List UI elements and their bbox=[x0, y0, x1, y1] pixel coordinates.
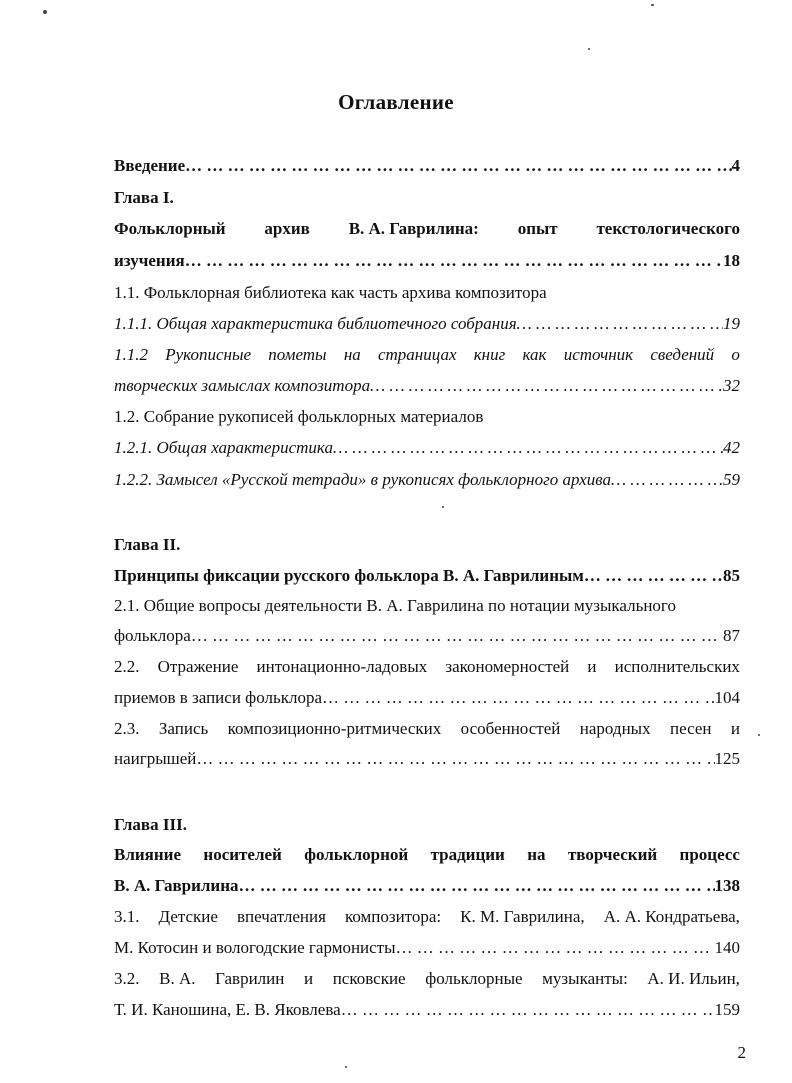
toc-entry-label: 1.1.1. Общая характеристика библиотечного собрания bbox=[114, 314, 517, 333]
toc-entry-1-1[interactable]: 1.1. Фольклорная библиотека как часть архива композитора bbox=[114, 283, 547, 302]
title-word: носителей bbox=[203, 845, 282, 864]
toc-entry-page: 138 bbox=[714, 876, 740, 895]
entry-word: сведений bbox=[650, 345, 715, 364]
toc-entry-3-1[interactable] bbox=[114, 935, 740, 961]
title-word: фольклорной bbox=[304, 845, 409, 864]
entry-word: интонационно-ладовых bbox=[256, 657, 428, 676]
toc-entry-label: наигрышей bbox=[114, 749, 197, 768]
title-word: опыт bbox=[517, 219, 558, 238]
entry-word: книг bbox=[473, 345, 506, 364]
toc-entry-2-3[interactable] bbox=[114, 746, 740, 772]
entry-word: Отражение bbox=[157, 657, 239, 676]
toc-entry-1-2-2[interactable] bbox=[114, 467, 740, 493]
toc-entry-page: 85 bbox=[723, 566, 740, 585]
entry-word: 3.2. bbox=[114, 969, 140, 988]
leader-dots bbox=[185, 248, 723, 274]
leader-dots bbox=[196, 746, 714, 772]
scan-speck bbox=[442, 506, 444, 508]
toc-entry-2-1-line1[interactable]: 2.1. Общие вопросы деятельности В. А. Гаврилина по нотации музыкального bbox=[114, 596, 676, 615]
toc-entry-2-2-line1[interactable] bbox=[114, 654, 740, 680]
entry-word: на bbox=[343, 345, 361, 364]
toc-entry-label: Т. И. Каношина, Е. В. Яковлева bbox=[114, 1000, 341, 1019]
entry-word: композиционно-ритмических bbox=[227, 719, 442, 738]
title-word: Влияние bbox=[114, 845, 182, 864]
toc-entry-1-1-2-line1[interactable] bbox=[114, 342, 740, 368]
chapter-title[interactable] bbox=[114, 842, 740, 868]
toc-entry-label: М. Котосин и вологодские гармонисты bbox=[114, 938, 396, 957]
toc-entry-page: 87 bbox=[723, 626, 740, 645]
entry-word: исполнительских bbox=[614, 657, 740, 676]
toc-entry-label: приемов в записи фольклора bbox=[114, 688, 322, 707]
entry-word: Гаврилин bbox=[215, 969, 285, 988]
toc-entry-page: 125 bbox=[714, 749, 740, 768]
entry-word: страницах bbox=[377, 345, 457, 364]
toc-entry-page: 42 bbox=[723, 438, 740, 457]
toc-entry-page: 19 bbox=[723, 314, 740, 333]
leader-dots bbox=[611, 467, 723, 493]
entry-word: о bbox=[731, 345, 740, 364]
entry-word: источник bbox=[563, 345, 634, 364]
leader-dots bbox=[370, 373, 723, 399]
toc-entry-label: В. А. Гаврилина bbox=[114, 876, 239, 895]
toc-entry-page: 4 bbox=[731, 156, 740, 175]
chapter-heading: Глава II. bbox=[114, 535, 181, 554]
toc-entry-page: 159 bbox=[714, 1000, 740, 1019]
toc-entry-3-2[interactable] bbox=[114, 997, 740, 1023]
entry-word: народных bbox=[579, 719, 651, 738]
leader-dots bbox=[584, 563, 723, 589]
entry-word: Запись bbox=[158, 719, 209, 738]
toc-entry-2-1[interactable] bbox=[114, 623, 740, 649]
page-title: Оглавление bbox=[338, 90, 454, 114]
entry-word: и bbox=[303, 969, 314, 988]
toc-entry-page: 18 bbox=[723, 251, 740, 270]
title-word: творческий bbox=[567, 845, 658, 864]
scan-speck bbox=[758, 734, 760, 736]
entry-word: особенностей bbox=[460, 719, 561, 738]
toc-entry-chapter-1[interactable] bbox=[114, 248, 740, 274]
toc-entry-2-2[interactable] bbox=[114, 685, 740, 711]
scan-speck bbox=[43, 10, 47, 14]
title-word: В. А. Гаврилина: bbox=[348, 219, 479, 238]
entry-word: пометы bbox=[268, 345, 327, 364]
entry-word: 2.3. bbox=[114, 719, 140, 738]
toc-entry-1-1-1[interactable] bbox=[114, 311, 740, 337]
entry-word: К. М. Гаврилина, bbox=[460, 907, 585, 926]
entry-word: Рукописные bbox=[165, 345, 252, 364]
scan-speck bbox=[345, 1066, 347, 1068]
entry-word: и bbox=[730, 719, 740, 738]
toc-entry-3-2-line1[interactable] bbox=[114, 966, 740, 992]
leader-dots bbox=[333, 435, 723, 461]
toc-entry-page: 59 bbox=[723, 470, 740, 489]
entry-word: как bbox=[522, 345, 547, 364]
chapter-heading: Глава I. bbox=[114, 188, 174, 207]
title-word: текстологического bbox=[596, 219, 740, 238]
title-word: архив bbox=[264, 219, 310, 238]
toc-entry-intro[interactable] bbox=[114, 153, 740, 179]
leader-dots bbox=[396, 935, 715, 961]
entry-word: Детские bbox=[158, 907, 218, 926]
entry-word: композитора: bbox=[344, 907, 442, 926]
entry-word: закономерностей bbox=[445, 657, 570, 676]
toc-entry-page: 32 bbox=[723, 376, 740, 395]
toc-entry-chapter-3[interactable] bbox=[114, 873, 740, 899]
entry-word: и bbox=[587, 657, 597, 676]
leader-dots bbox=[341, 997, 715, 1023]
toc-entry-1-2[interactable]: 1.2. Собрание рукописей фольклорных материалов bbox=[114, 407, 484, 426]
toc-entry-page: 140 bbox=[714, 938, 740, 957]
toc-entry-label: Принципы фиксации русского фольклора В. А. Гаврилиным bbox=[114, 566, 584, 585]
entry-word: фольклорные bbox=[425, 969, 523, 988]
entry-word: псковские bbox=[332, 969, 406, 988]
scan-speck bbox=[588, 48, 590, 50]
leader-dots bbox=[185, 153, 731, 179]
toc-entry-label: Введение bbox=[114, 156, 186, 175]
scan-speck bbox=[651, 4, 654, 6]
entry-word: В. А. bbox=[159, 969, 196, 988]
entry-word: А. А. Кондратьева, bbox=[603, 907, 740, 926]
entry-word: 1.1.2 bbox=[114, 345, 148, 364]
toc-entry-page: 104 bbox=[714, 688, 740, 707]
toc-entry-1-2-1[interactable] bbox=[114, 435, 740, 461]
entry-word: 2.2. bbox=[114, 657, 140, 676]
chapter-heading: Глава III. bbox=[114, 815, 187, 834]
entry-word: А. И. Ильин, bbox=[647, 969, 740, 988]
toc-entry-chapter-2[interactable] bbox=[114, 563, 740, 589]
leader-dots bbox=[517, 311, 723, 337]
leader-dots bbox=[322, 685, 715, 711]
chapter-title[interactable] bbox=[114, 216, 740, 242]
page-number: 2 bbox=[737, 1043, 746, 1062]
toc-entry-3-1-line1[interactable] bbox=[114, 904, 740, 930]
title-word: на bbox=[527, 845, 546, 864]
entry-word: 3.1. bbox=[114, 907, 140, 926]
entry-word: музыканты: bbox=[542, 969, 628, 988]
entry-word: впечатления bbox=[236, 907, 326, 926]
toc-entry-label: фольклора bbox=[114, 626, 191, 645]
toc-entry-2-3-line1[interactable] bbox=[114, 716, 740, 742]
toc-entry-label: творческих замыслах композитора bbox=[114, 376, 371, 395]
leader-dots bbox=[239, 873, 715, 899]
toc-entry-label: изучения bbox=[114, 251, 185, 270]
leader-dots bbox=[191, 623, 723, 649]
toc-entry-label: 1.2.1. Общая характеристика bbox=[114, 438, 333, 457]
title-word: процесс bbox=[679, 845, 740, 864]
toc-entry-1-1-2[interactable] bbox=[114, 373, 740, 399]
title-word: Фольклорный bbox=[114, 219, 226, 238]
title-word: традиции bbox=[430, 845, 505, 864]
entry-word: песен bbox=[670, 719, 712, 738]
toc-entry-label: 1.2.2. Замысел «Русской тетради» в рукописях фольклорного архива bbox=[114, 470, 611, 489]
